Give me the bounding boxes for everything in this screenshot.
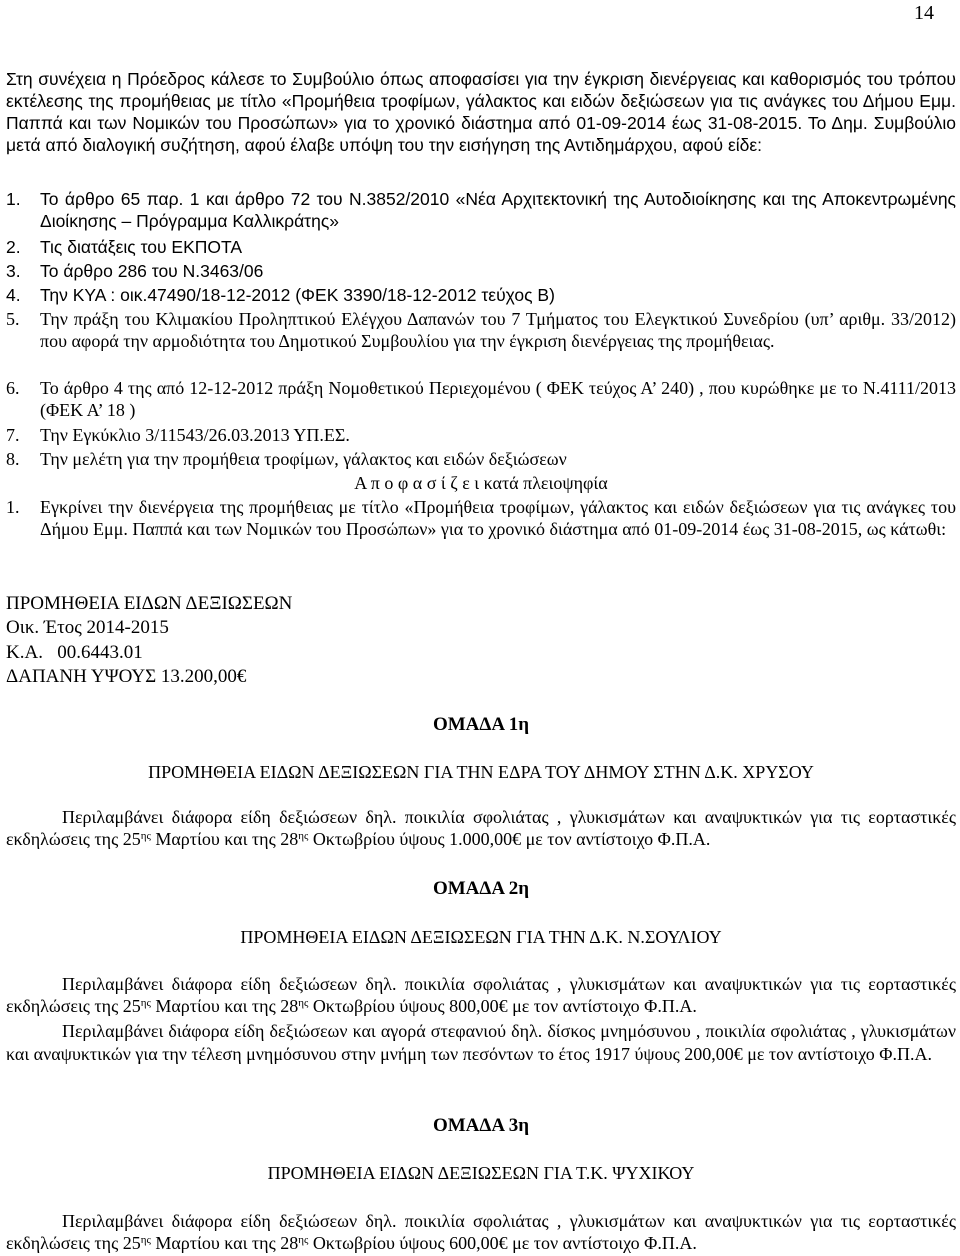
- item-text: Την Εγκύκλιο 3/11543/26.03.2013 ΥΠ.ΕΣ.: [40, 425, 350, 445]
- paragraph-text: Περιλαμβάνει διάφορα είδη δεξιώσεων δηλ. ποικιλία σφολιάτας , γλυκισμάτων και αναψυκτικών για τις εορταστικές εκδηλώσεις της 25: [6, 1211, 956, 1253]
- superscript: ης: [140, 830, 151, 842]
- decision-item-1: [6, 496, 956, 540]
- group-1-subtitle: ΠΡΟΜΗΘΕΙΑ ΕΙΔΩΝ ΔΕΞΙΩΣΕΩΝ ΓΙΑ ΤΗΝ ΕΔΡΑ ΤΟΥ ΔΗΜΟΥ ΣΤΗΝ Δ.Κ. ΧΡΥΣΟΥ: [148, 762, 814, 782]
- budget-code: Κ.Α. 00.6443.01: [6, 642, 143, 663]
- superscript: ης: [298, 830, 309, 842]
- superscript: ης: [140, 1234, 151, 1246]
- paragraph-text: Οκτωβρίου ύψους 800,00€ με τον αντίστοιχο Φ.Π.Α.: [308, 996, 697, 1016]
- paragraph-text: Μαρτίου και της 28: [150, 1233, 299, 1253]
- item-number: 1.: [6, 497, 20, 517]
- item-number: 1.: [6, 189, 21, 209]
- item-text: Εγκρίνει την διενέργεια της προμήθειας με τίτλο «Προμήθεια τροφίμων, γάλακτος και ειδών δεξιώσεων για τις ανάγκες του Δήμου Εμμ. Παππά και των Νομικών του Προσώπων» για το χρονικό διάστημα από 01-09-2014 έως 31-08-2015, ως κάτωθι:: [40, 497, 956, 539]
- consideration-item-7: [6, 424, 956, 446]
- paragraph-text: Περιλαμβάνει διάφορα είδη δεξιώσεων δηλ. ποικιλία σφολιάτας , γλυκισμάτων και αναψυκτικών για τις εορταστικές εκδηλώσεις της 25: [6, 807, 956, 849]
- group-3-paragraph: [6, 1210, 956, 1254]
- superscript: ης: [140, 997, 151, 1009]
- consideration-item-8: [6, 448, 956, 470]
- consideration-item-5: [6, 308, 956, 352]
- decision-heading: Α π ο φ α σ ί ζ ε ι κατά πλειοψηφία: [354, 473, 608, 493]
- paragraph-text: Μαρτίου και της 28: [150, 829, 299, 849]
- superscript: ης: [298, 997, 309, 1009]
- group-1-paragraph: [6, 806, 956, 850]
- paragraph-text: Οκτωβρίου ύψους 1.000,00€ με τον αντίστοιχο Φ.Π.Α.: [308, 829, 711, 849]
- paragraph-text: Περιλαμβάνει διάφορα είδη δεξιώσεων δηλ. ποικιλία σφολιάτας , γλυκισμάτων και αναψυκτικών για τις εορταστικές εκδηλώσεις της 25: [6, 974, 956, 1016]
- group-2-subtitle: ΠΡΟΜΗΘΕΙΑ ΕΙΔΩΝ ΔΕΞΙΩΣΕΩΝ ΓΙΑ ΤΗΝ Δ.Κ. Ν.ΣΟΥΛΙΟΥ: [240, 927, 722, 947]
- consideration-item-6: [6, 377, 956, 421]
- page-number: 14: [914, 2, 934, 24]
- group-3-subtitle: ΠΡΟΜΗΘΕΙΑ ΕΙΔΩΝ ΔΕΞΙΩΣΕΩΝ ΓΙΑ Τ.Κ. ΨΥΧΙΚΟΥ: [267, 1163, 695, 1183]
- item-number: 8.: [6, 449, 20, 469]
- group-2-paragraph-2: Περιλαμβάνει διάφορα είδη δεξιώσεων και αγορά στεφανιού δηλ. δίσκος μνημόσυνου , ποικιλία σφολιάτας , γλυκισμάτων και αναψυκτικών για την τέλεση μνημόσυνου στην μνήμη των πεσόντων το έτος 1917 ύψους 200,00€ με τον αντίστοιχο Φ.Π.Α.: [6, 1021, 956, 1064]
- consideration-item-2: [6, 236, 956, 258]
- item-number: 2.: [6, 237, 21, 257]
- item-text: Τις διατάξεις του ΕΚΠΟΤΑ: [40, 237, 243, 257]
- consideration-item-4: [6, 284, 956, 306]
- item-text: Το άρθρο 65 παρ. 1 και άρθρο 72 του Ν.3852/2010 «Νέα Αρχιτεκτονική της Αυτοδιοίκησης και της Αποκεντρωμένης Διοίκησης – Πρόγραμμα Καλλικράτης»: [40, 189, 956, 231]
- item-number: 7.: [6, 425, 20, 445]
- item-number: 6.: [6, 378, 20, 398]
- item-number: 5.: [6, 309, 20, 329]
- group-2-paragraph-1: [6, 973, 956, 1017]
- item-text: Την μελέτη για την προμήθεια τροφίμων, γάλακτος και ειδών δεξιώσεων: [40, 449, 567, 469]
- budget-fiscal-year: Οικ. Έτος 2014-2015: [6, 617, 169, 638]
- group-3-title: ΟΜΑΔΑ 3η: [432, 1115, 530, 1136]
- consideration-item-1: [6, 188, 956, 232]
- item-text: Την πράξη του Κλιμακίου Προληπτικού Ελέγχου Δαπανών του 7 Τμήματος του Ελεγκτικού Συνεδρίου (υπ’ αριθμ. 33/2012) που αφορά την αρμοδιότητα του Δημοτικού Συμβουλίου για την έγκριση διενέργειας της προμήθειας.: [40, 309, 956, 351]
- item-text: Την ΚΥΑ : οικ.47490/18-12-2012 (ΦΕΚ 3390/18-12-2012 τεύχος Β): [40, 285, 555, 305]
- paragraph-text: Οκτωβρίου ύψους 600,00€ με τον αντίστοιχο Φ.Π.Α.: [308, 1233, 697, 1253]
- item-number: 4.: [6, 285, 21, 305]
- item-text: Το άρθρο 4 της από 12-12-2012 πράξη Νομοθετικού Περιεχομένου ( ΦΕΚ τεύχος Α’ 240) , που κυρώθηκε με το Ν.4111/2013 (ΦΕΚ Α’ 18 ): [40, 378, 956, 420]
- consideration-item-3: [6, 260, 956, 282]
- budget-title: ΠΡΟΜΗΘΕΙΑ ΕΙΔΩΝ ΔΕΞΙΩΣΕΩΝ: [6, 593, 293, 614]
- budget-total: ΔΑΠΑΝΗ ΥΨΟΥΣ 13.200,00€: [6, 666, 247, 687]
- group-2-title: ΟΜΑΔΑ 2η: [432, 878, 530, 899]
- superscript: ης: [298, 1234, 309, 1246]
- item-number: 3.: [6, 261, 21, 281]
- paragraph-text: Μαρτίου και της 28: [150, 996, 299, 1016]
- intro-paragraph: Στη συνέχεια η Πρόεδρος κάλεσε το Συμβούλιο όπως αποφασίσει για την έγκριση διενέργειας και καθορισμός του τρόπου εκτέλεσης της προμήθειας με τίτλο «Προμήθεια τροφίμων, γάλακτος και ειδών δεξιώσεων για τις ανάγκες του Δήμου Εμμ. Παππά και των Νομικών του Προσώπων» για το χρονικό διάστημα από 01-09-2014 έως 31-08-2015. Το Δημ. Συμβούλιο μετά από διαλογική συζήτηση, αφού έλαβε υπόψη του την εισήγηση της Αντιδημάρχου, αφού είδε:: [6, 69, 956, 155]
- group-1-title: ΟΜΑΔΑ 1η: [432, 714, 530, 735]
- item-text: Το άρθρο 286 του Ν.3463/06: [40, 261, 264, 281]
